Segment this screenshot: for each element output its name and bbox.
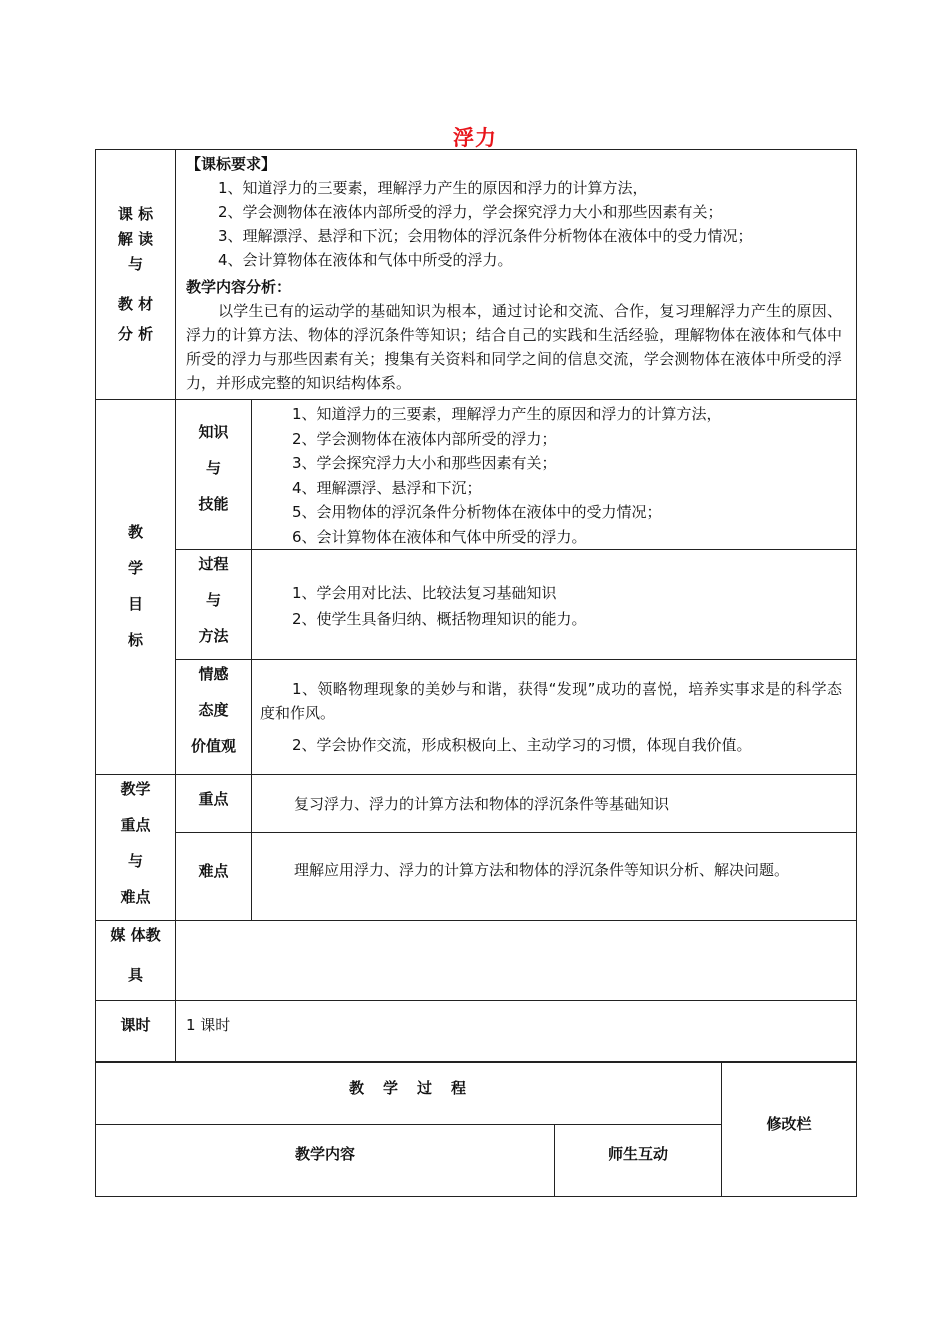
page-title: 浮力 (453, 126, 497, 150)
curriculum-label-line: 与 (127, 255, 143, 273)
knowledge-item: 4、理解漂浮、悬浮和下沉； (292, 478, 482, 497)
knowledge-label-cell (176, 400, 252, 550)
curriculum-label-line: 解 读 (117, 230, 154, 248)
process-label-cell (176, 550, 252, 660)
objectives-label-line: 目 (127, 595, 143, 613)
process-item: 1、学会用对比法、比较法复习基础知识 (292, 584, 557, 602)
revision-label: 修改栏 (766, 1114, 812, 1133)
focus-label-line: 难点 (120, 888, 151, 906)
objectives-label-cell (96, 400, 176, 775)
knowledge-item: 6、会计算物体在液体和气体中所受的浮力。 (292, 527, 587, 546)
requirement-item: 3、理解漂浮、悬浮和下沉；会用物体的浮沉条件分析物体在液体中的受力情况； (218, 227, 753, 245)
curriculum-label-line: 教 材 (117, 295, 154, 313)
focus-label-line: 与 (127, 852, 143, 870)
knowledge-item: 2、学会测物体在液体内部所受的浮力； (292, 429, 557, 448)
curriculum-label-line: 分 析 (117, 325, 154, 343)
curriculum-content-cell (176, 150, 857, 400)
curriculum-label-cell (96, 150, 176, 400)
requirement-item: 4、会计算物体在液体和气体中所受的浮力。 (218, 251, 513, 269)
key-point-content-cell (252, 775, 857, 833)
emotion-label-cell (176, 660, 252, 775)
knowledge-item: 5、会用物体的浮沉条件分析物体在液体中的受力情况； (292, 503, 662, 521)
interaction-header: 师生互动 (608, 1145, 669, 1163)
analysis-heading: 教学内容分析： (186, 278, 292, 296)
media-label-cell (96, 921, 176, 1001)
requirements-heading: 【课标要求】 (186, 155, 277, 173)
requirement-item: 2、学会测物体在液体内部所受的浮力，学会探究浮力大小和那些因素有关； (218, 203, 723, 221)
process-header: 教 学 过 程 (349, 1079, 469, 1097)
emotion-content-cell (252, 660, 857, 775)
hours-label: 课时 (120, 1016, 151, 1034)
objectives-label-line: 标 (127, 631, 143, 649)
knowledge-label-line: 技能 (198, 495, 229, 513)
knowledge-label-line: 与 (205, 459, 221, 477)
hours-value: 1 课时 (186, 1016, 231, 1034)
process-item: 2、使学生具备归纳、概括物理知识的能力。 (292, 610, 587, 628)
objectives-label-line: 教 (127, 523, 143, 541)
knowledge-item: 3、学会探究浮力大小和那些因素有关； (292, 454, 557, 472)
requirement-item: 1、知道浮力的三要素，理解浮力产生的原因和浮力的计算方法， (218, 179, 648, 197)
key-point-label-cell (176, 775, 252, 833)
focus-label-line: 重点 (120, 816, 151, 834)
content-header-cell (96, 1125, 555, 1197)
knowledge-label-line: 知识 (198, 423, 229, 441)
analysis-paragraph: 以学生已有的运动学的基础知识为根本，通过讨论和交流、合作，复习理解浮力产生的原因、浮力的计算方法、物体的浮沉条件等知识；结合自己的实践和生活经验，理解物体在液体和气体中所受的浮力与那些因素有关；搜集有关资料和同学之间的信息交流，学会测物体在液体中所受的浮力，并形成完整的知识结构体系。 (186, 302, 843, 392)
process-header-cell (96, 1063, 722, 1125)
process-label-line: 方法 (198, 627, 229, 645)
difficult-point-content-cell (252, 833, 857, 921)
emotion-label-line: 情感 (198, 665, 229, 683)
knowledge-item: 1、知道浮力的三要素，理解浮力产生的原因和浮力的计算方法， (292, 405, 722, 423)
key-point-label: 重点 (198, 790, 229, 808)
hours-label-cell (96, 1001, 176, 1062)
process-content-cell (252, 550, 857, 660)
process-label-line: 与 (205, 591, 221, 609)
difficult-point-label: 难点 (198, 862, 229, 880)
process-table (95, 1062, 857, 1197)
emotion-label-line: 价值观 (190, 737, 236, 755)
lesson-plan-table (95, 149, 857, 1062)
revision-cell (722, 1063, 857, 1197)
difficult-point-text: 理解应用浮力、浮力的计算方法和物体的浮沉条件等知识分析、解决问题。 (294, 861, 790, 879)
content-header: 教学内容 (294, 1145, 355, 1163)
focus-label-cell (96, 775, 176, 921)
interaction-header-cell (555, 1125, 722, 1197)
process-label-line: 过程 (198, 555, 229, 573)
curriculum-label-line: 课 标 (117, 205, 154, 223)
key-point-text: 复习浮力、浮力的计算方法和物体的浮沉条件等基础知识 (294, 795, 670, 813)
knowledge-content-cell (252, 400, 857, 550)
objectives-label-line: 学 (127, 559, 143, 577)
media-content-cell (176, 921, 857, 1001)
emotion-item: 2、学会协作交流，形成积极向上、主动学习的习惯，体现自我价值。 (292, 736, 752, 754)
media-label-line: 媒 体教 (110, 926, 161, 944)
emotion-label-line: 态度 (198, 701, 229, 719)
media-label-line: 具 (127, 966, 143, 984)
difficult-point-label-cell (176, 833, 252, 921)
hours-content-cell (176, 1001, 857, 1062)
focus-label-line: 教学 (120, 780, 151, 798)
emotion-item: 1、领略物理现象的美妙与和谐，获得“发现”成功的喜悦，培养实事求是的科学态度和作风。 (260, 680, 843, 722)
